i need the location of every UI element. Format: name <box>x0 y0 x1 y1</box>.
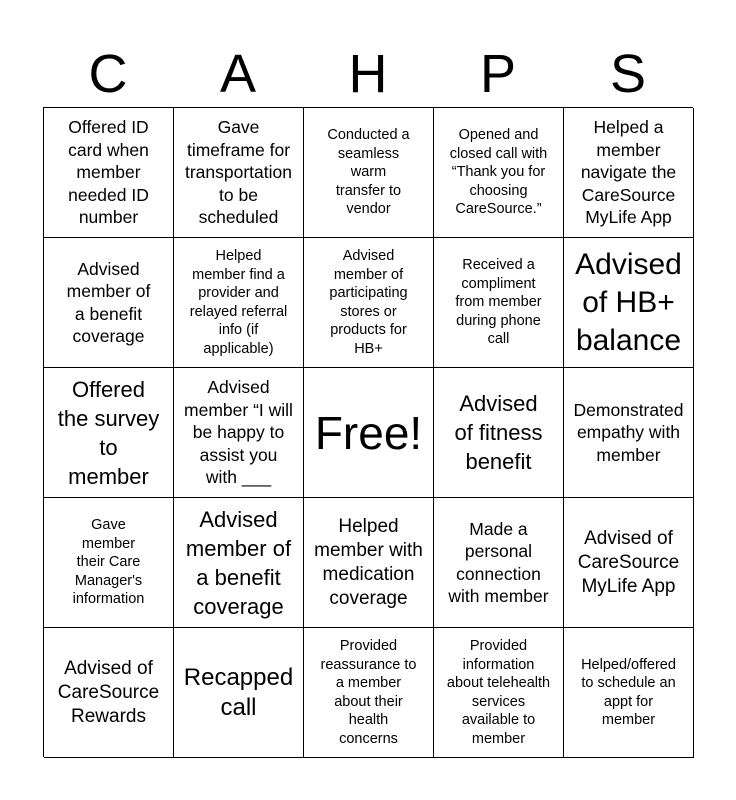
bingo-grid <box>43 107 693 757</box>
bingo-cell[interactable]: Helped a member navigate the CareSource MyLife App <box>564 108 694 238</box>
bingo-cell[interactable]: Advised member of participating stores or products for HB+ <box>304 238 434 368</box>
bingo-cell[interactable]: Made a personal connection with member <box>434 498 564 628</box>
bingo-cell[interactable]: Helped member find a provider and relayed referral info (if applicable) <box>174 238 304 368</box>
bingo-cell[interactable]: Offered the survey to member <box>44 368 174 498</box>
header-letter-c: C <box>88 44 128 104</box>
header-letter-h: H <box>348 44 388 104</box>
bingo-cell[interactable]: Gave member their Care Manager's information <box>44 498 174 628</box>
bingo-cell[interactable]: Demonstrated empathy with member <box>564 368 694 498</box>
header-letter-a: A <box>219 44 257 104</box>
bingo-cell[interactable]: Offered ID card when member needed ID number <box>44 108 174 238</box>
bingo-cell[interactable]: Helped member with medication coverage <box>304 498 434 628</box>
header-letter-s: S <box>609 44 647 104</box>
bingo-cell[interactable]: Provided information about telehealth services available to member <box>434 628 564 758</box>
bingo-header <box>43 40 693 108</box>
bingo-cell[interactable]: Recapped call <box>174 628 304 758</box>
bingo-cell[interactable]: Advised of CareSource MyLife App <box>564 498 694 628</box>
bingo-cell[interactable]: Helped/offered to schedule an appt for member <box>564 628 694 758</box>
bingo-cell[interactable]: Advised of fitness benefit <box>434 368 564 498</box>
bingo-cell[interactable]: Advised member “I will be happy to assist you with ___ <box>174 368 304 498</box>
bingo-cell[interactable]: Provided reassurance to a member about their health concerns <box>304 628 434 758</box>
bingo-cell[interactable]: Advised of HB+ balance <box>564 238 694 368</box>
header-letter-p: P <box>479 44 517 104</box>
bingo-cell[interactable]: Advised member of a benefit coverage <box>44 238 174 368</box>
bingo-cell[interactable]: Received a compliment from member during phone call <box>434 238 564 368</box>
bingo-cell[interactable]: Gave timeframe for transportation to be scheduled <box>174 108 304 238</box>
bingo-cell[interactable]: Advised member of a benefit coverage <box>174 498 304 628</box>
bingo-cell[interactable]: Opened and closed call with “Thank you for choosing CareSource.” <box>434 108 564 238</box>
bingo-cell[interactable]: Conducted a seamless warm transfer to vendor <box>304 108 434 238</box>
free-space[interactable]: Free! <box>304 368 434 498</box>
bingo-cell[interactable]: Advised of CareSource Rewards <box>44 628 174 758</box>
